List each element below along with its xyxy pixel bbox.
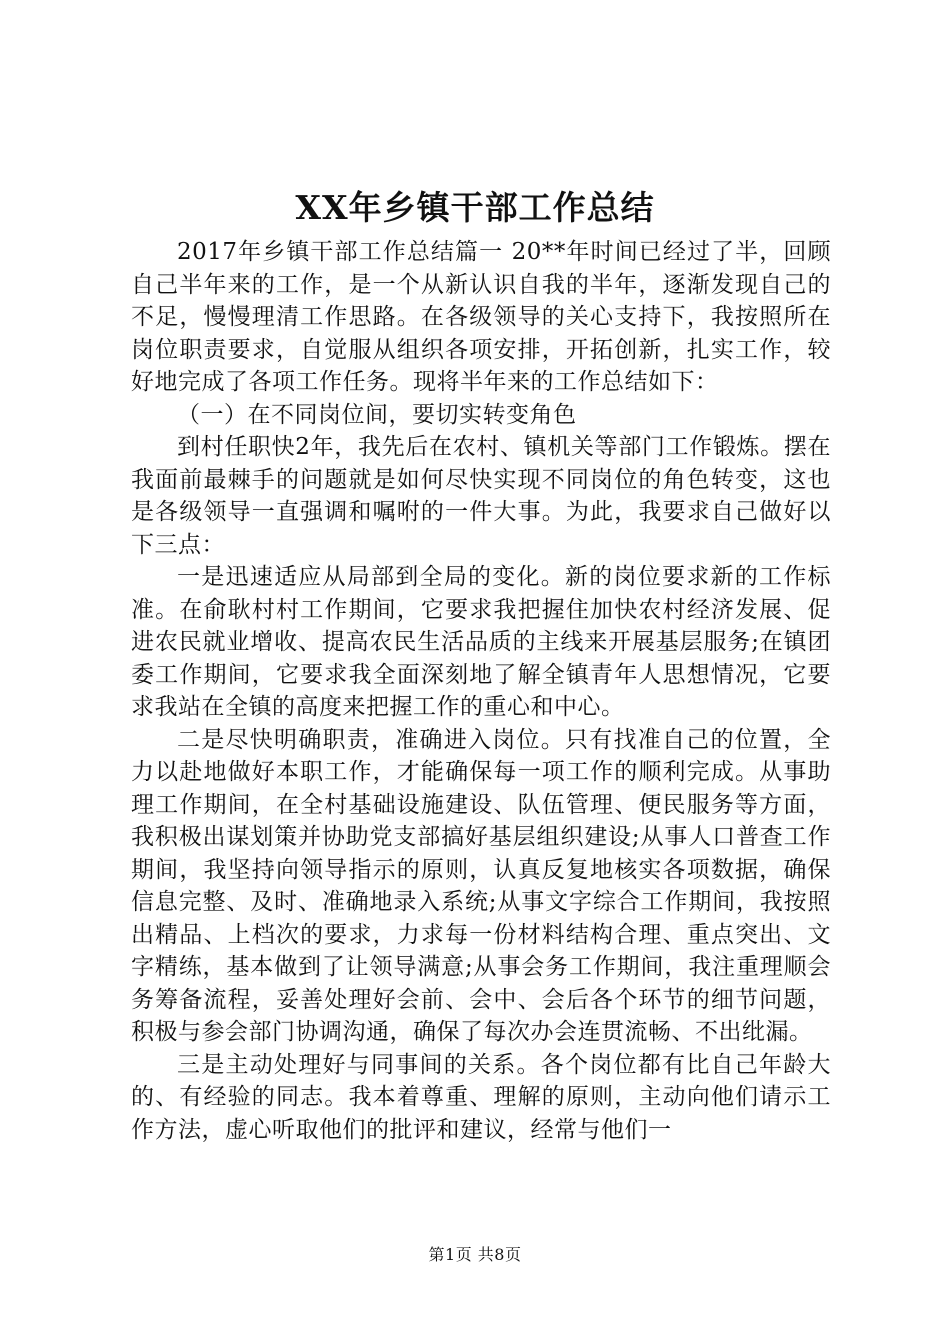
paragraph-point-3: 三是主动处理好与同事间的关系。各个岗位都有比自己年龄大的、有经验的同志。我本着尊重、理解的原则，主动向他们请示工作方法，虚心听取他们的批评和建议，经常与他们一: [131, 1051, 831, 1143]
paragraph-role-change: 到村任职快2年，我先后在农村、镇机关等部门工作锻炼。摆在我面前最棘手的问题就是如何尽快实现不同岗位的角色转变，这也是各级领导一直强调和嘱咐的一件大事。为此，我要求自己做好以下三点：: [131, 434, 831, 558]
document-title: XX年乡镇干部工作总结: [295, 188, 655, 227]
paragraph-point-2: 二是尽快明确职责，准确进入岗位。只有找准自己的位置，全力以赴地做好本职工作，才能确保每一项工作的顺利完成。从事助理工作期间，在全村基础设施建设、队伍管理、便民服务等方面，我积极出谋划策并协助党支部搞好基层组织建设;从事人口普查工作期间，我坚持向领导指示的原则，认真反复地核实各项数据，确保信息完整、及时、准确地录入系统;从事文字综合工作期间，我按照出精品、上档次的要求，力求每一份材料结构合理、重点突出、文字精练，基本做到了让领导满意;从事会务工作期间，我注重理顺会务筹备流程，妥善处理好会前、会中、会后各个环节的细节问题，积极与参会部门协调沟通，确保了每次办会连贯流畅、不出纰漏。: [131, 726, 831, 1045]
section-heading-1: （一）在不同岗位间，要切实转变角色: [177, 401, 577, 428]
paragraph-point-1: 一是迅速适应从局部到全局的变化。新的岗位要求新的工作标准。在俞耿村村工作期间，它要求我把握住加快农村经济发展、促进农民就业增收、提高农民生活品质的主线来开展基层服务;在镇团委工作期间，它要求我全面深刻地了解全镇青年人思想情况，它要求我站在全镇的高度来把握工作的重心和中心。: [131, 564, 831, 720]
document-body: [131, 236, 831, 1146]
page-number-footer: 第1页 共8页: [428, 1245, 522, 1264]
paragraph-intro: 2017年乡镇干部工作总结篇一 20**年时间已经过了半，回顾自己半年来的工作，是一个从新认识自我的半年，逐渐发现自己的不足，慢慢理清工作思路。在各级领导的关心支持下，我按照所在岗位职责要求，自觉服从组织各项安排，开拓创新，扎实工作，较好地完成了各项工作任务。现将半年来的工作总结如下：: [131, 239, 831, 395]
